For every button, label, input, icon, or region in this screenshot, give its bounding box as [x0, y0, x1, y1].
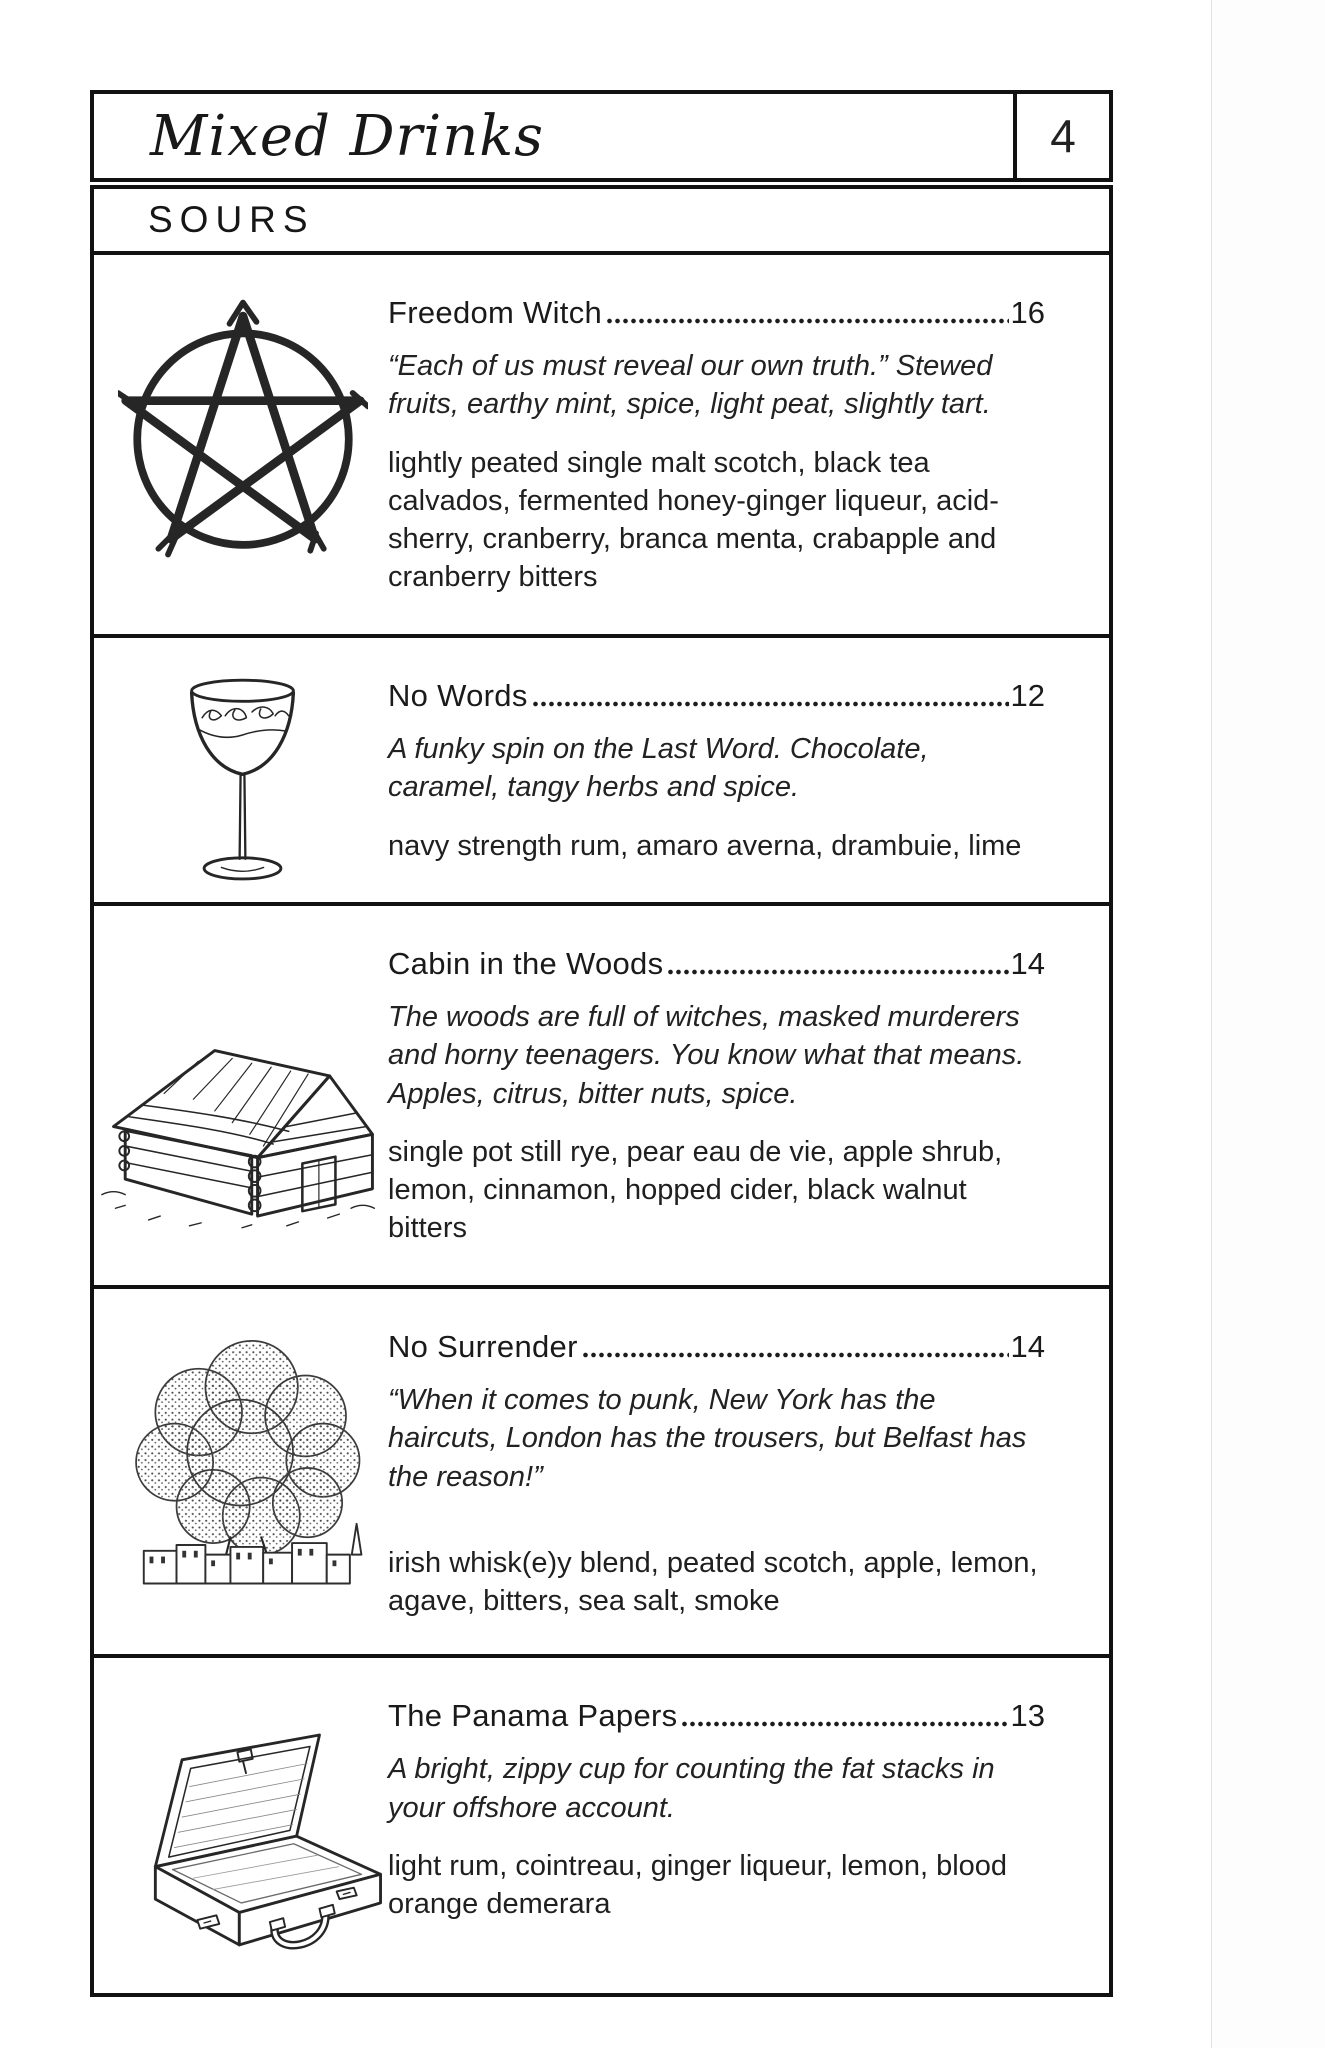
drink-title-row [388, 678, 1045, 714]
page-number: 4 [1013, 94, 1109, 178]
drink-title-row [388, 1329, 1045, 1365]
drink-illustration [94, 906, 388, 1285]
dotted-leader [667, 967, 1008, 977]
drink-description: “When it comes to punk, New York has the haircuts, London has the trousers, but Belfast has the reason!” [388, 1384, 1027, 1493]
drink-price: 16 [1010, 295, 1045, 330]
header [90, 90, 1113, 182]
drink-ingredients: light rum, cointreau, ginger liqueur, lemon, blood orange demerara [388, 1849, 1008, 1921]
drink-ingredients: irish whisk(e)y blend, peated scotch, apple, lemon, agave, bitters, sea salt, smoke [388, 1546, 1038, 1618]
tree-over-rooftops-icon [116, 1337, 368, 1597]
dotted-leader [532, 699, 1009, 709]
drink-name: Freedom Witch [388, 295, 603, 330]
drink-description: The woods are full of witches, masked murderers and horny teenagers. You know what that means. Apples, citrus, bitter nuts, spice. [388, 1001, 1025, 1110]
drink-price: 14 [1010, 1329, 1045, 1364]
drink-entry [90, 1285, 1113, 1658]
drink-illustration [94, 638, 388, 902]
scan-background-strip [1212, 0, 1325, 2048]
drink-illustration [94, 1289, 388, 1654]
nick-and-nora-glass-icon [160, 662, 325, 902]
open-briefcase-icon [98, 1714, 394, 1964]
menu-sheet [90, 90, 1113, 1997]
drink-title-row [388, 295, 1045, 331]
drink-price: 14 [1010, 946, 1045, 981]
drink-ingredients: lightly peated single malt scotch, black tea calvados, fermented honey-ginger liqueur, acid-sherry, cranberry, branca menta, crabapple and cranberry bitters [388, 446, 999, 594]
drink-title-row [388, 1698, 1045, 1734]
pentagram-icon [118, 291, 368, 569]
dotted-leader [582, 1350, 1009, 1360]
drink-description: A bright, zippy cup for counting the fat stacks in your offshore account. [388, 1753, 995, 1824]
drink-illustration [94, 255, 388, 634]
drink-ingredients: single pot still rye, pear eau de vie, apple shrub, lemon, cinnamon, hopped cider, black walnut bitters [388, 1135, 1003, 1245]
drink-price: 13 [1010, 1698, 1045, 1734]
drink-illustration [94, 1658, 388, 1993]
drink-body [388, 1289, 1109, 1654]
drink-body [388, 255, 1109, 634]
drink-name: Cabin in the Woods [388, 946, 664, 981]
drink-name: No Surrender [388, 1329, 578, 1364]
drink-name: No Words [388, 678, 528, 713]
drink-entry [90, 902, 1113, 1289]
section-header: SOURS [90, 185, 1113, 255]
drink-ingredients: navy strength rum, amaro averna, drambuie, lime [388, 829, 1022, 862]
drink-entry [90, 634, 1113, 906]
drink-body [388, 906, 1109, 1285]
page-edge-line [1211, 0, 1212, 2048]
drink-description: A funky spin on the Last Word. Chocolate, caramel, tangy herbs and spice. [388, 733, 929, 804]
dotted-leader [606, 316, 1008, 326]
drink-body [388, 638, 1109, 902]
dotted-leader [681, 1719, 1008, 1729]
drink-entry [90, 251, 1113, 638]
drink-body [388, 1658, 1109, 1993]
log-cabin-icon [96, 1016, 388, 1238]
drink-description: “Each of us must reveal our own truth.” Stewed fruits, earthy mint, spice, light peat, slightly tart. [388, 350, 993, 421]
drink-title-row [388, 946, 1045, 982]
drink-price: 12 [1010, 678, 1045, 713]
drink-name: The Panama Papers [388, 1698, 678, 1734]
page-title: Mixed Drinks [150, 103, 544, 169]
drink-entry [90, 1654, 1113, 1997]
